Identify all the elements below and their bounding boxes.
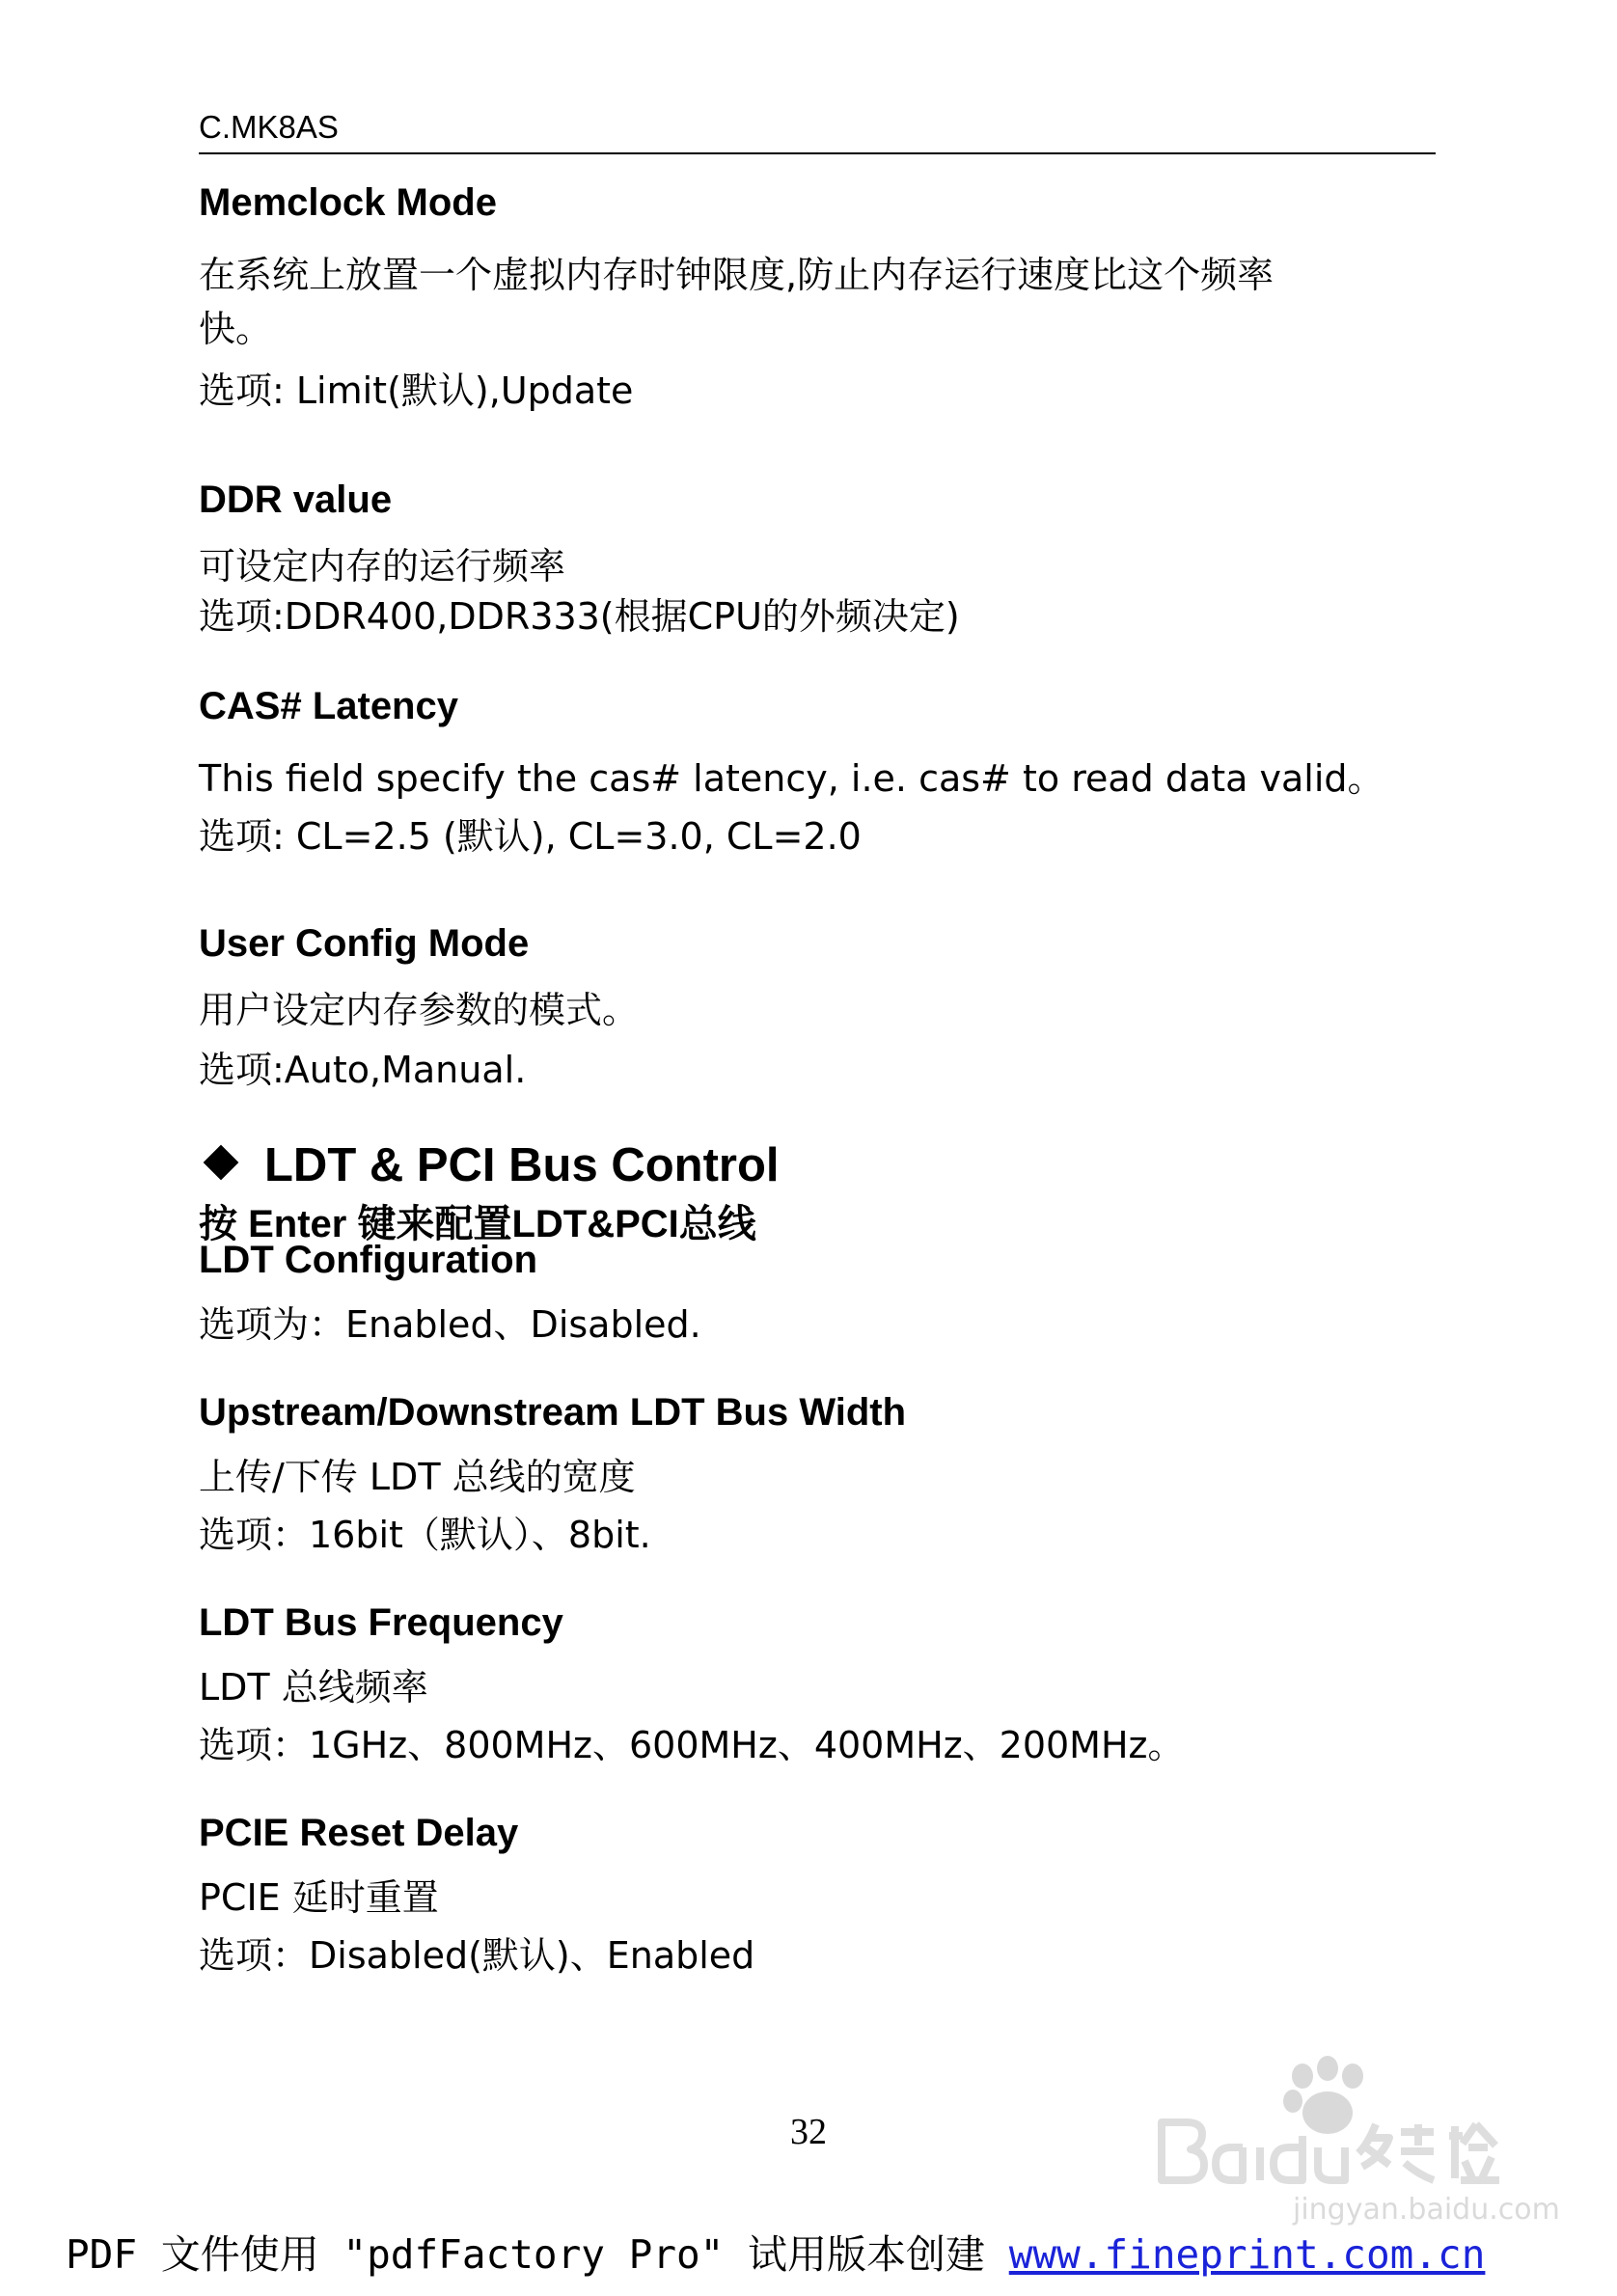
footer-text: PDF 文件使用 "pdfFactory Pro" 试用版本创建 <box>66 2231 1009 2278</box>
major-heading <box>199 1138 780 1192</box>
section-text: 快。 <box>199 308 273 350</box>
section-options: 选项:DDR400,DDR333(根据CPU的外频决定) <box>199 595 960 638</box>
section-title-cas: CAS# Latency <box>199 685 458 727</box>
section-options: 选项: Limit(默认),Update <box>199 369 634 412</box>
section-text: 上传/下传 LDT 总线的宽度 <box>199 1456 636 1498</box>
section-options: 选项为：Enabled、Disabled. <box>199 1303 701 1346</box>
section-title-user-config: User Config Mode <box>199 922 530 965</box>
section-text: PCIE 延时重置 <box>199 1876 439 1919</box>
section-title-ddr: DDR value <box>199 478 393 521</box>
section-options: 选项:Auto,Manual. <box>199 1049 527 1091</box>
section-title-bus-width: Upstream/Downstream LDT Bus Width <box>199 1391 907 1434</box>
header-rule <box>199 152 1436 154</box>
section-title-pcie-reset: PCIE Reset Delay <box>199 1812 519 1854</box>
major-heading-sub: 按 Enter 键来配置LDT&PCI总线 <box>199 1203 756 1245</box>
footer-link[interactable]: www.fineprint.com.cn <box>1008 2231 1486 2278</box>
section-title-ldt-config: LDT Configuration <box>199 1239 538 1281</box>
section-text: 在系统上放置一个虚拟内存时钟限度,防止内存运行速度比这个频率 <box>199 254 1274 296</box>
document-header: C.MK8AS <box>199 109 339 145</box>
section-text: LDT 总线频率 <box>199 1666 428 1708</box>
pdf-footer <box>66 2223 1485 2280</box>
section-title-bus-frequency: LDT Bus Frequency <box>199 1601 563 1644</box>
section-options: 选项: CL=2.5 (默认), CL=3.0, CL=2.0 <box>199 815 862 858</box>
watermark-url: jingyan.baidu.com <box>1293 2193 1560 2227</box>
section-options: 选项：1GHz、800MHz、600MHz、400MHz、200MHz。 <box>199 1724 1185 1766</box>
section-options: 选项：Disabled(默认)、Enabled <box>199 1934 755 1977</box>
section-text: 用户设定内存参数的模式。 <box>199 989 640 1031</box>
section-text: This field specify the cas# latency, i.e. cas# to read data valid。 <box>199 757 1384 800</box>
diamond-bullet-icon <box>204 1145 239 1181</box>
section-title-memclock: Memclock Mode <box>199 181 497 224</box>
section-text: 可设定内存的运行频率 <box>199 545 566 588</box>
page-number: 32 <box>790 2112 827 2152</box>
baidu-jingyan-watermark-icon <box>1148 2055 1563 2228</box>
major-heading-text: LDT & PCI Bus Control <box>264 1139 780 1191</box>
section-options: 选项：16bit（默认）、8bit. <box>199 1514 651 1556</box>
